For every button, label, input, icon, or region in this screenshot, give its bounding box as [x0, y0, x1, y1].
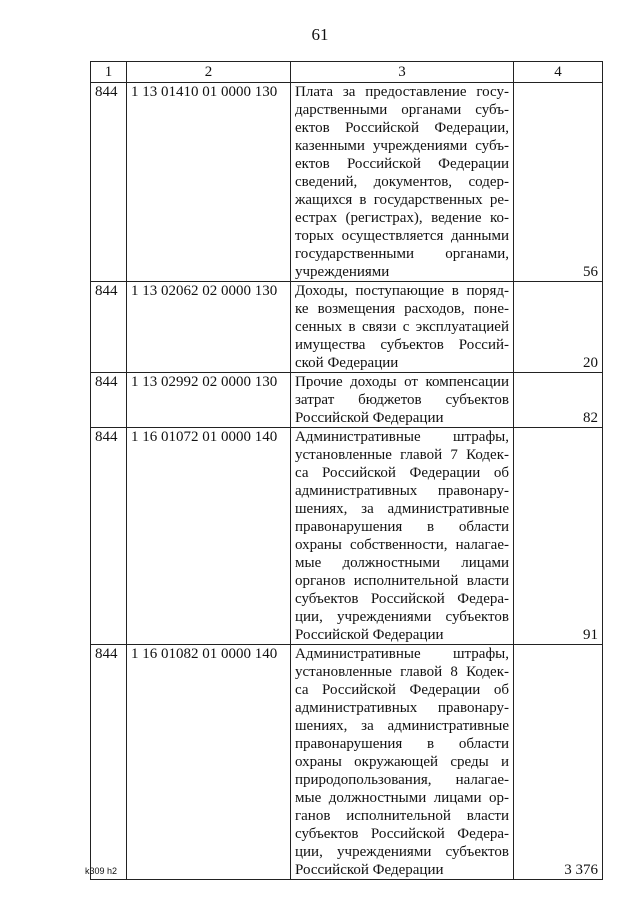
amount-cell: 91 [514, 428, 603, 645]
admin-code-cell: 844 [91, 282, 127, 373]
revenue-name-line: мые должностными лицами [295, 555, 509, 571]
admin-code-cell: 844 [91, 428, 127, 645]
revenue-name-line: Прочие доходы от компенсации [295, 374, 509, 390]
revenue-name-line: административных правонару- [295, 700, 509, 716]
revenue-name-line: торых осуществляется данными [295, 228, 509, 244]
revenue-name-line: шениях, за административные [295, 501, 509, 517]
revenue-name-line: Плата за предоставление госу- [295, 84, 509, 100]
revenue-name-line: ектов Российской Федерации, [295, 120, 509, 136]
revenue-name-line: ектов Российской Федерации [295, 156, 509, 172]
admin-code-cell: 844 [91, 645, 127, 880]
revenue-name-cell [291, 83, 514, 282]
revenue-code-cell: 1 13 02992 02 0000 130 [127, 373, 291, 428]
revenue-name-cell [291, 645, 514, 880]
revenue-name-line: Российской Федерации [295, 862, 444, 878]
revenue-name-line: ганов исполнительной власти [295, 808, 509, 824]
revenue-name-line: имущества субъектов Россий- [295, 337, 509, 353]
revenue-name-line: сенных в связи с эксплуатацией [295, 319, 509, 335]
revenue-name-line: казенными учреждениями субъ- [295, 138, 509, 154]
header-cell-3: 3 [291, 62, 514, 83]
revenue-name-line: сведений, документов, содер- [295, 174, 509, 190]
header-cell-1: 1 [91, 62, 127, 83]
footer-mark: k309 h2 [85, 866, 118, 876]
amount-cell: 20 [514, 282, 603, 373]
revenue-name-line: установленные главой 7 Кодек- [295, 447, 509, 463]
revenue-name-line: са Российской Федерации об [295, 465, 509, 481]
revenue-name-line: шениях, за административные [295, 718, 509, 734]
amount-cell: 3 376 [514, 645, 603, 880]
header-cell-4: 4 [514, 62, 603, 83]
table-body [91, 62, 603, 880]
admin-code-cell: 844 [91, 373, 127, 428]
revenue-name-line: Доходы, поступающие в поряд- [295, 283, 509, 299]
revenue-name-line: дарственными органами субъ- [295, 102, 509, 118]
revenue-code-cell: 1 13 02062 02 0000 130 [127, 282, 291, 373]
revenue-name-line: затрат бюджетов субъектов [295, 392, 509, 408]
revenue-name-line: охраны собственности, налагае- [295, 537, 509, 553]
revenue-name-cell [291, 282, 514, 373]
revenue-name-line: правонарушения в области [295, 736, 509, 752]
admin-code-cell: 844 [91, 83, 127, 282]
revenue-name-line: органов исполнительной власти [295, 573, 509, 589]
table-row [91, 645, 603, 880]
table-row [91, 428, 603, 645]
revenue-name-line: административных правонару- [295, 483, 509, 499]
revenue-name-line: ской Федерации [295, 355, 399, 371]
revenue-name-line: природопользования, налагае- [295, 772, 509, 788]
page-number: 61 [311, 25, 329, 44]
table-row [91, 83, 603, 282]
table-row [91, 373, 603, 428]
revenue-name-line: ции, учреждениями субъектов [295, 844, 509, 860]
revenue-name-line: жащихся в государственных ре- [295, 192, 509, 208]
revenue-name-line: государственными органами, [295, 246, 509, 262]
amount-cell: 82 [514, 373, 603, 428]
revenue-table [90, 61, 603, 880]
revenue-name-cell [291, 373, 514, 428]
revenue-code-cell: 1 13 01410 01 0000 130 [127, 83, 291, 282]
revenue-name-line: Административные штрафы, [295, 429, 509, 445]
revenue-name-line: мые должностными лицами ор- [295, 790, 509, 806]
revenue-name-line: ции, учреждениями субъектов [295, 609, 509, 625]
revenue-name-cell [291, 428, 514, 645]
revenue-name-line: субъектов Российской Федера- [295, 591, 509, 607]
amount-cell: 56 [514, 83, 603, 282]
table-header-row [91, 62, 603, 83]
revenue-name-line: охраны окружающей среды и [295, 754, 509, 770]
header-cell-2: 2 [127, 62, 291, 83]
table-row [91, 282, 603, 373]
revenue-name-line: правонарушения в области [295, 519, 509, 535]
revenue-name-line: са Российской Федерации об [295, 682, 509, 698]
revenue-code-cell: 1 16 01082 01 0000 140 [127, 645, 291, 880]
revenue-name-line: Российской Федерации [295, 627, 444, 643]
revenue-name-line: естрах (регистрах), ведение ко- [295, 210, 509, 226]
revenue-name-line: Административные штрафы, [295, 646, 509, 662]
revenue-name-line: субъектов Российской Федера- [295, 826, 509, 842]
revenue-name-line: Российской Федерации [295, 410, 444, 426]
revenue-name-line: ке возмещения расходов, поне- [295, 301, 509, 317]
revenue-name-line: учреждениями [295, 264, 390, 280]
revenue-code-cell: 1 16 01072 01 0000 140 [127, 428, 291, 645]
revenue-name-line: установленные главой 8 Кодек- [295, 664, 509, 680]
